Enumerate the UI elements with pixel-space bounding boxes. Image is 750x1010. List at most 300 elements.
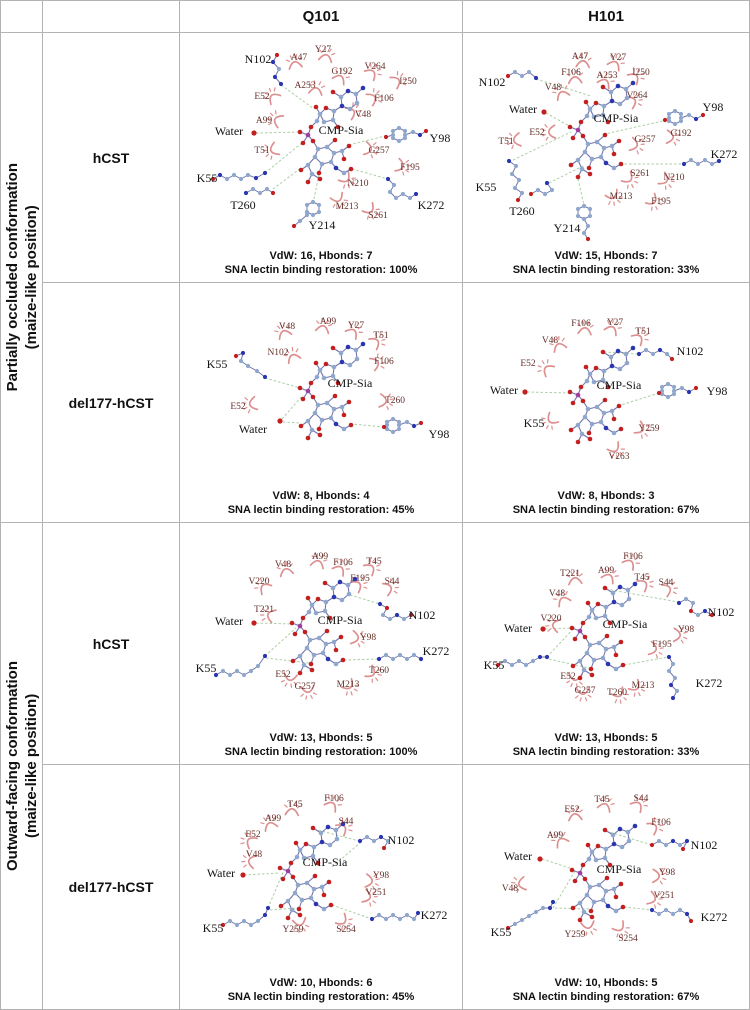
arc-spoke [313,693,316,695]
atom-dot [305,646,310,651]
atom-dot [388,617,392,621]
atom-dot [703,609,707,613]
residue-label: V263 [608,452,630,462]
atom-dot [569,428,574,433]
water-molecule-dot [251,130,256,135]
atom-dot [609,355,614,360]
atom-dot [578,676,583,681]
atom-dot [296,883,301,888]
water-molecule-dot [240,872,245,877]
arc-spoke [660,881,662,884]
atom-dot [279,82,283,86]
atom-dot [618,367,623,372]
atom-dot [616,84,621,89]
residue-label: Y98 [429,131,451,145]
atom-dot [576,440,581,445]
atom-dot [317,171,322,176]
arc-spoke [281,680,284,682]
residue-label: N102 [707,605,735,619]
interaction-diagram [463,523,749,764]
vdw-hbonds-stat: VdW: 16, Hbonds: 7 [269,250,373,262]
arc-spoke [373,901,376,903]
atom-dot [335,837,340,842]
atom-dot [377,913,381,917]
atom-dot [580,432,585,437]
atom-dot [594,616,599,621]
atom-dot [588,207,592,211]
residue-label: K272 [695,676,723,690]
arc-spoke [645,338,648,341]
residue-label: Y27 [606,318,624,328]
atom-dot [334,662,339,667]
residue-label: Y214 [553,221,581,235]
atom-dot [710,162,714,166]
hydrogen-bond-line [553,871,575,908]
atom-dot [657,912,661,916]
atom-dot [671,912,675,916]
atom-dot [306,436,311,441]
atom-dot [297,907,302,912]
water-label: Water [489,383,519,397]
atom-dot [587,857,592,862]
atom-dot [342,413,347,418]
residue-label: A99 [264,814,282,824]
row-label-text: hCST [92,635,130,652]
sna-restoration-stat: SNA lectin binding restoration: 33% [512,263,700,276]
arc-spoke [290,684,292,687]
residue-label: E52 [230,402,246,412]
atom-dot [300,898,305,903]
atom-dot [411,130,415,134]
arc-spoke [241,842,244,845]
arc-spoke [684,637,687,638]
column-header-q101 [180,1,463,33]
atom-dot [361,342,366,347]
atom-dot [592,380,597,385]
atom-dot [603,398,608,403]
atom-dot [592,900,597,905]
residue-label: S44 [633,794,649,804]
atom-dot [331,586,336,591]
atom-dot [618,585,623,590]
diagram-hcst-q101-occluded [180,33,463,283]
arc-spoke [306,696,307,699]
water-molecule-dot [277,418,282,423]
atom-dot [334,422,339,427]
atom-dot [298,219,302,223]
atom-dot [514,164,518,168]
residue-label: G192 [670,129,692,139]
residue-label: T260 [368,666,390,676]
atom-dot [397,427,401,431]
atom-dot [582,668,587,673]
atom-dot [306,163,311,168]
atom-dot [527,70,531,74]
residue-label: G257 [368,146,390,156]
atom-dot [605,876,610,881]
atom-dot [601,898,606,903]
atom-dot [660,385,664,389]
residue-label: N210 [663,173,685,183]
residue-label: S44 [338,817,354,827]
residue-label: F106 [623,552,643,562]
atom-dot [391,133,395,137]
arc-spoke [356,105,359,107]
arc-spoke [382,343,385,346]
atom-dot [228,919,232,923]
atom-dot [617,404,622,409]
residue-label: M213 [335,202,359,212]
arc-spoke [548,629,550,632]
atom-dot [617,139,622,144]
atom-dot [346,89,351,94]
residue-label: T45 [287,800,303,810]
atom-dot [582,231,586,235]
atom-dot [318,433,323,438]
arc-spoke [291,348,293,351]
atom-dot [225,177,229,181]
atom-dot [581,863,586,868]
atom-dot [588,372,593,377]
arc-spoke [619,700,622,703]
atom-dot [581,134,586,139]
residue-label: A99 [319,317,337,327]
atom-dot [616,349,621,354]
interaction-diagram [180,523,462,764]
arc-spoke [364,586,367,589]
residue-label: A253 [596,71,618,81]
residue-label: S261 [630,169,650,179]
atom-dot [397,139,401,143]
atom-dot [311,200,315,204]
atom-dot [610,99,615,104]
atom-dot [666,395,670,399]
atom-dot [612,431,617,436]
atom-dot [673,122,677,126]
atom-dot [347,400,352,405]
atom-dot [571,664,576,669]
arc-spoke [594,928,597,930]
residue-label: T260 [384,396,406,406]
atom-dot [239,359,243,363]
atom-dot [588,643,593,648]
residue-label: Y27 [347,321,365,331]
atom-dot [348,107,353,112]
atom-dot [339,635,344,640]
interaction-diagram [463,765,749,1009]
atom-dot [381,613,385,617]
residue-label: Y98 [677,625,695,635]
atom-dot [349,423,354,428]
atom-dot [609,90,614,95]
arc-spoke [371,679,374,682]
atom-dot [321,651,326,656]
atom-dot [576,423,581,428]
side-label-line2: (maize-like position) [22,205,40,350]
atom-dot [263,171,267,175]
arc-spoke [659,652,662,654]
atom-dot [597,641,602,646]
arc-spoke [673,591,676,594]
arc-spoke [590,325,593,327]
atom-dot [585,651,590,656]
atom-dot [586,601,591,606]
atom-dot [286,916,291,921]
atom-dot [246,364,250,368]
atom-dot [594,366,599,371]
residue-label: Y98 [702,100,724,114]
atom-dot [279,904,284,909]
atom-dot [377,657,381,661]
arc-spoke [681,640,683,643]
atom-dot [298,671,303,676]
vdw-hbonds-stat: VdW: 13, Hbonds: 5 [269,732,373,744]
residue-label: F106 [333,558,353,568]
residue-label: S44 [384,577,400,587]
atom-dot [318,368,323,373]
atom-dot [372,839,376,843]
residue-label: N210 [347,179,369,189]
atom-dot [621,663,626,668]
atom-dot [325,401,330,406]
atom-dot [579,120,584,125]
interaction-diagram [180,765,462,1009]
atom-dot [520,918,524,922]
atom-dot [331,346,336,351]
residue-label: K272 [422,644,450,658]
side-label-line1: Outward-facing conformation [3,661,21,871]
atom-dot [578,659,583,664]
atom-dot [614,909,619,914]
arc-spoke [242,861,245,863]
hydrogen-bond-line [542,859,573,869]
atom-dot [254,176,258,180]
arc-spoke [663,878,666,879]
arc-spoke [275,330,278,333]
arc-spoke [580,810,583,812]
atom-dot [672,389,676,393]
atom-dot [578,629,583,634]
ligand-label: CMP-Sia [596,378,642,392]
atom-dot [414,192,418,196]
atom-dot [382,425,386,429]
atom-dot [687,113,691,117]
arc-spoke [565,592,568,595]
atom-dot [550,188,554,192]
atom-dot [703,158,707,162]
arc-spoke [562,338,565,341]
atom-dot [583,635,588,640]
atom-dot [298,913,303,918]
atom-dot [305,213,309,217]
atom-dot [606,904,611,909]
atom-dot [326,657,331,662]
atom-dot [513,70,517,74]
arc-spoke [248,410,250,413]
residue-label: I250 [632,68,650,78]
atom-dot [582,217,586,221]
atom-dot [618,827,623,832]
residue-label: T260 [509,204,535,218]
residue-label: V264 [626,91,648,101]
arc-spoke [633,693,636,696]
atom-dot [398,653,402,657]
atom-dot [354,348,359,353]
atom-dot [405,420,409,424]
atom-dot [590,850,595,855]
row-label-del177-1 [43,283,180,523]
atom-dot [306,133,311,138]
atom-dot [319,831,324,836]
atom-dot [249,923,253,927]
water-label: Water [214,124,244,138]
atom-dot [507,159,511,163]
atom-dot [543,192,547,196]
atom-dot [281,877,286,882]
atom-dot [612,600,617,605]
atom-dot [316,147,321,152]
residue-label: T51 [254,146,270,156]
ligand-label: CMP-Sia [317,613,363,627]
atom-dot [339,95,344,100]
atom-dot [334,166,339,171]
interaction-diagram [180,283,462,522]
atom-dot [333,394,338,399]
atom-dot [339,351,344,356]
atom-dot [391,417,395,421]
atom-dot [299,168,304,173]
atom-dot [246,173,250,177]
atom-dot [325,145,330,150]
arc-spoke [286,60,289,62]
arc-spoke [295,349,298,352]
atom-dot [610,364,615,369]
header-rowlabel-spacer [43,1,180,33]
atom-dot [361,86,366,91]
atom-dot [590,673,595,678]
atom-dot [619,640,624,645]
atom-dot [534,910,538,914]
atom-dot [303,630,308,635]
side-label-partially-occluded [1,33,43,523]
residue-label: Y259 [564,930,586,940]
water-label: Water [238,422,268,436]
atom-dot [265,187,269,191]
atom-dot [242,673,246,677]
atom-dot [235,923,239,927]
atom-dot [696,613,700,617]
residue-label: Y98 [428,427,450,441]
atom-dot [401,192,405,196]
atom-dot [334,828,339,833]
atom-dot [541,906,545,910]
atom-dot [348,363,353,368]
atom-dot [568,125,573,130]
atom-dot [329,416,334,421]
residue-label: K272 [417,198,445,212]
arc-spoke [571,683,572,686]
atom-dot [548,906,552,910]
atom-dot [235,669,239,673]
arc-spoke [660,828,663,831]
atom-dot [581,621,586,626]
atom-dot [578,871,583,876]
arc-spoke [611,803,614,806]
arc-spoke [311,695,312,698]
atom-dot [306,389,311,394]
atom-dot [271,191,275,195]
arc-spoke [301,694,304,696]
atom-dot [346,345,351,350]
atom-dot [582,204,586,208]
atom-dot [290,621,295,626]
atom-dot [311,395,316,400]
arc-spoke [375,678,378,681]
arc-spoke [615,575,618,578]
atom-dot [604,426,609,431]
atom-dot [576,158,581,163]
atom-dot [309,896,314,901]
arc-spoke [273,88,276,91]
atom-dot [397,423,401,427]
atom-dot [588,172,593,177]
atom-dot [294,841,299,846]
atom-dot [626,588,631,593]
atom-dot [289,861,294,866]
residue-label: T45 [366,557,382,567]
arc-spoke [378,73,381,76]
atom-dot [298,848,303,853]
atom-dot [620,603,625,608]
atom-dot [273,75,277,79]
atom-dot [596,602,601,607]
arc-spoke [614,700,617,703]
atom-dot [578,918,583,923]
atom-dot [398,917,402,921]
atom-dot [621,905,626,910]
atom-dot [601,85,606,90]
atom-dot [309,662,314,667]
atom-dot [587,166,592,171]
atom-dot [650,908,654,912]
atom-dot [689,158,693,162]
atom-dot [341,658,346,663]
atom-dot [545,655,549,659]
arc-spoke [245,397,247,400]
atom-dot [576,207,580,211]
atom-dot [672,385,676,389]
atom-dot [604,161,609,166]
atom-dot [618,102,623,107]
atom-dot [318,112,323,117]
residue-label: M213 [631,681,655,691]
residue-label: G257 [574,686,596,696]
atom-dot [266,906,270,910]
atom-dot [694,117,698,121]
interaction-diagram [463,283,749,522]
atom-dot [545,181,549,185]
arc-spoke [668,185,671,187]
atom-dot [395,613,399,617]
atom-dot [322,376,327,381]
atom-dot [332,109,337,114]
atom-dot [340,104,345,109]
hydrogen-bond-line [349,136,385,145]
arc-spoke [639,103,642,106]
atom-dot [583,415,588,420]
atom-dot [694,386,698,390]
atom-dot [308,638,313,643]
